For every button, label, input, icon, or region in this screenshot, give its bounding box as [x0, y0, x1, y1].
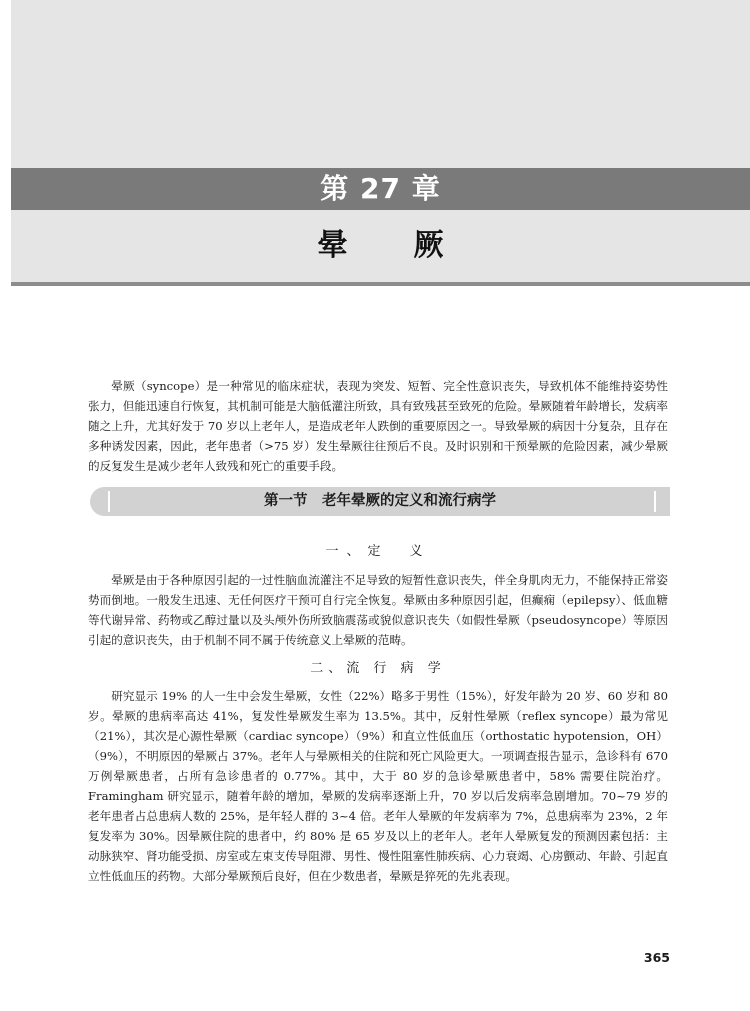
intro-paragraph: 晕厥（syncope）是一种常见的临床症状，表现为突发、短暂、完全性意识丧失，导致机体不能维持姿势性张力，但能迅速自行恢复，其机制可能是大脑低灌注所致，具有致残甚至致死的危险。晕厥随着年龄增长，发病率随之上升，尤其好发于 70 岁以上老年人，是造成老年人跌倒的重要原因之一。导致晕厥的病因十分复杂，且存在多种诱发因素，因此，老年患者（>75 岁）发生晕厥往往预后不良。及时识别和干预晕厥的危险因素，减少晕厥的反复发生是减少老年人致残和死亡的重要手段。 — [88, 379, 668, 473]
epidemiology-paragraph: 研究显示 19% 的人一生中会发生晕厥，女性（22%）略多于男性（15%），好发年龄为 20 岁、60 岁和 80 岁。晕厥的患病率高达 41%，复发性晕厥发生率为 13.5%。其中，反射性晕厥（reflex syncope）最为常见（21%），其次是心源性晕厥（cardiac syncope）（9%）和直立性低血压（orthostatic hypotension，OH）（9%），不明原因的晕厥占 37%。老年人与晕厥相关的住院和死亡风险更大。一项调查报告显示，急诊科有 670 万例晕厥患者，占所有急诊患者的 0.77%。其中，大于 80 岁的急诊晕厥患者中，58% 需要住院治疗。Framingham 研究显示，随着年龄的增加，晕厥的发病率逐渐上升，70 岁以后发病率急剧增加。70~79 岁的老年患者占总患病人数的 25%，是年轻人群的 3~4 倍。老年人晕厥的年发病率为 7%，总患病率为 23%，2 年复发率为 30%。因晕厥住院的患者中，约 80% 是 65 岁及以上的老年人。老年人晕厥复发的预测因素包括：主动脉狭窄、肾功能受损、房室或左束支传导阻滞、男性、慢性阻塞性肺疾病、心力衰竭、心房颤动、年龄、引起直立性低血压的药物。大部分晕厥预后良好，但在少数患者，晕厥是猝死的先兆表现。 — [88, 689, 668, 883]
epidemiology-heading: 二、流 行 病 学 — [310, 661, 446, 676]
definition-heading: 一、定 义 — [325, 544, 431, 559]
chapter-number: 第 27 章 — [320, 172, 441, 205]
definition-paragraph: 晕厥是由于各种原因引起的一过性脑血流灌注不足导致的短暂性意识丧失，伴全身肌肉无力，不能保持正常姿势而倒地。一般发生迅速、无任何医疗干预可自行完全恢复。晕厥由多种原因引起，但癫痫（epilepsy）、低血糖等代谢异常、药物或乙醇过量以及头颅外伤所致脑震荡或貌似意识丧失（如假性晕厥（pseudosyncope）等原因引起的意识丧失，由于机制不同不属于传统意义上晕厥的范畴。 — [88, 573, 668, 647]
page-number: 365 — [643, 950, 670, 965]
header-rule — [11, 282, 750, 286]
section-heading: 第一节 老年晕厥的定义和流行病学 — [264, 493, 496, 509]
chapter-title: 晕厥 — [317, 228, 510, 263]
